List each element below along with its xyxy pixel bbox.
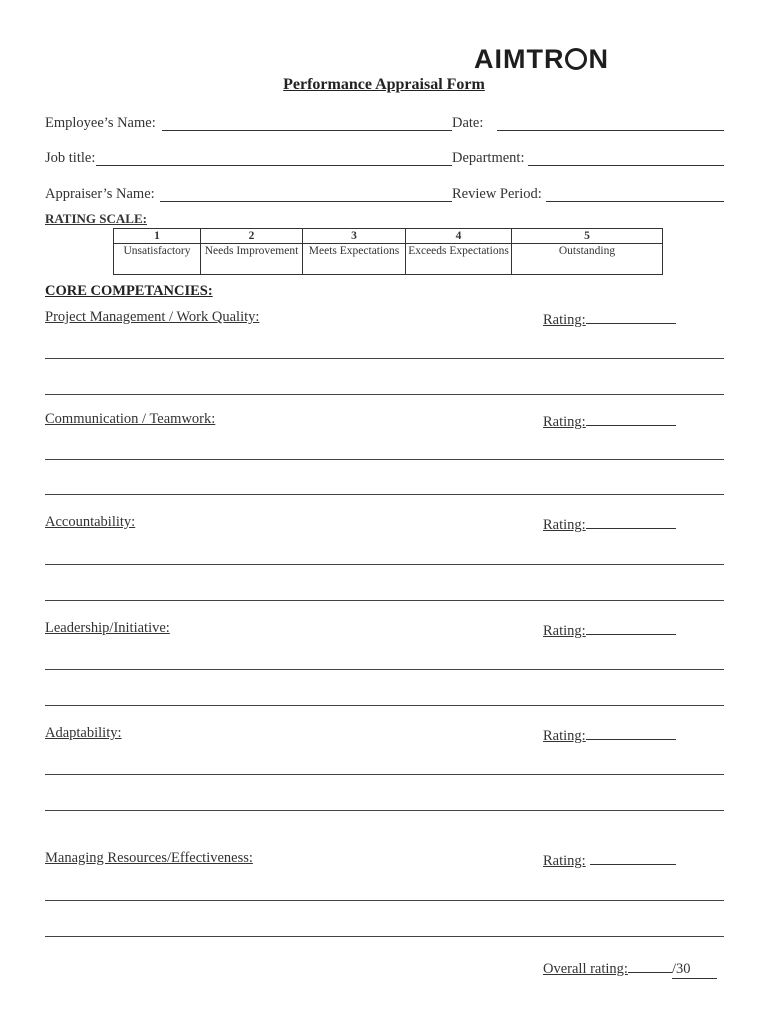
scale-label: Outstanding — [512, 244, 663, 275]
employee-name-label: Employee’s Name: — [45, 115, 156, 131]
rating-label: Rating: — [543, 853, 586, 869]
job-title-field[interactable] — [96, 165, 452, 166]
comment-line[interactable] — [45, 705, 724, 706]
competency-label: Project Management / Work Quality: — [45, 309, 260, 325]
rating-scale-heading: RATING SCALE: — [45, 211, 147, 226]
job-title-label: Job title: — [45, 150, 96, 166]
comment-line[interactable] — [45, 459, 724, 460]
comment-line[interactable] — [45, 358, 724, 359]
rating-field[interactable] — [586, 411, 676, 426]
department-field[interactable] — [528, 165, 724, 166]
scale-label: Unsatisfactory — [114, 244, 201, 275]
scale-num: 4 — [406, 229, 512, 244]
comment-line[interactable] — [45, 936, 724, 937]
rating-label: Rating: — [543, 312, 586, 328]
company-logo — [474, 44, 636, 78]
rating-field[interactable] — [586, 620, 676, 635]
appraiser-name-field[interactable] — [160, 201, 452, 202]
competency-label: Communication / Teamwork: — [45, 411, 216, 427]
comment-line[interactable] — [45, 669, 724, 670]
comment-line[interactable] — [45, 564, 724, 565]
comment-line[interactable] — [45, 810, 724, 811]
date-field[interactable] — [497, 130, 724, 131]
scale-num: 5 — [512, 229, 663, 244]
comment-line[interactable] — [45, 900, 724, 901]
logo-text-tail: N — [588, 44, 609, 74]
rating-field[interactable] — [586, 514, 676, 529]
competency-rating — [543, 411, 676, 431]
employee-name-field[interactable] — [162, 130, 452, 131]
overall-rating-field[interactable] — [628, 958, 672, 973]
competency-label: Accountability: — [45, 514, 136, 530]
competency-label: Managing Resources/Effectiveness: — [45, 850, 253, 866]
competency-rating — [543, 309, 676, 329]
competency-label: Adaptability: — [45, 725, 122, 741]
competency-rating — [543, 850, 676, 870]
rating-label: Rating: — [543, 414, 586, 430]
comment-line[interactable] — [45, 494, 724, 495]
core-competencies-heading: CORE COMPETANCIES: — [45, 283, 213, 299]
review-period-field[interactable] — [546, 201, 724, 202]
rating-label: Rating: — [543, 517, 586, 533]
rating-scale-table — [113, 228, 663, 275]
rating-label: Rating: — [543, 623, 586, 639]
competency-rating — [543, 725, 676, 745]
scale-num: 3 — [303, 229, 406, 244]
scale-label: Exceeds Expectations — [406, 244, 512, 275]
date-label: Date: — [452, 115, 484, 131]
overall-rating-max: /30 — [672, 961, 717, 979]
scale-label: Needs Improvement — [201, 244, 303, 275]
overall-rating-label: Overall rating: — [543, 961, 628, 977]
department-label: Department: — [452, 150, 525, 166]
rating-field[interactable] — [586, 725, 676, 740]
comment-line[interactable] — [45, 600, 724, 601]
competency-rating — [543, 514, 676, 534]
rating-label: Rating: — [543, 728, 586, 744]
logo-ring-icon — [565, 48, 587, 70]
scale-label: Meets Expectations — [303, 244, 406, 275]
scale-num: 2 — [201, 229, 303, 244]
comment-line[interactable] — [45, 774, 724, 775]
rating-field[interactable] — [586, 309, 676, 324]
comment-line[interactable] — [45, 394, 724, 395]
competency-label: Leadership/Initiative: — [45, 620, 170, 636]
logo-text: AIMTR — [474, 44, 565, 74]
rating-field[interactable] — [590, 850, 676, 865]
appraiser-name-label: Appraiser’s Name: — [45, 186, 155, 202]
review-period-label: Review Period: — [452, 186, 542, 202]
competency-rating — [543, 620, 676, 640]
scale-num: 1 — [114, 229, 201, 244]
overall-rating — [543, 958, 717, 979]
form-title: Performance Appraisal Form — [283, 76, 485, 93]
